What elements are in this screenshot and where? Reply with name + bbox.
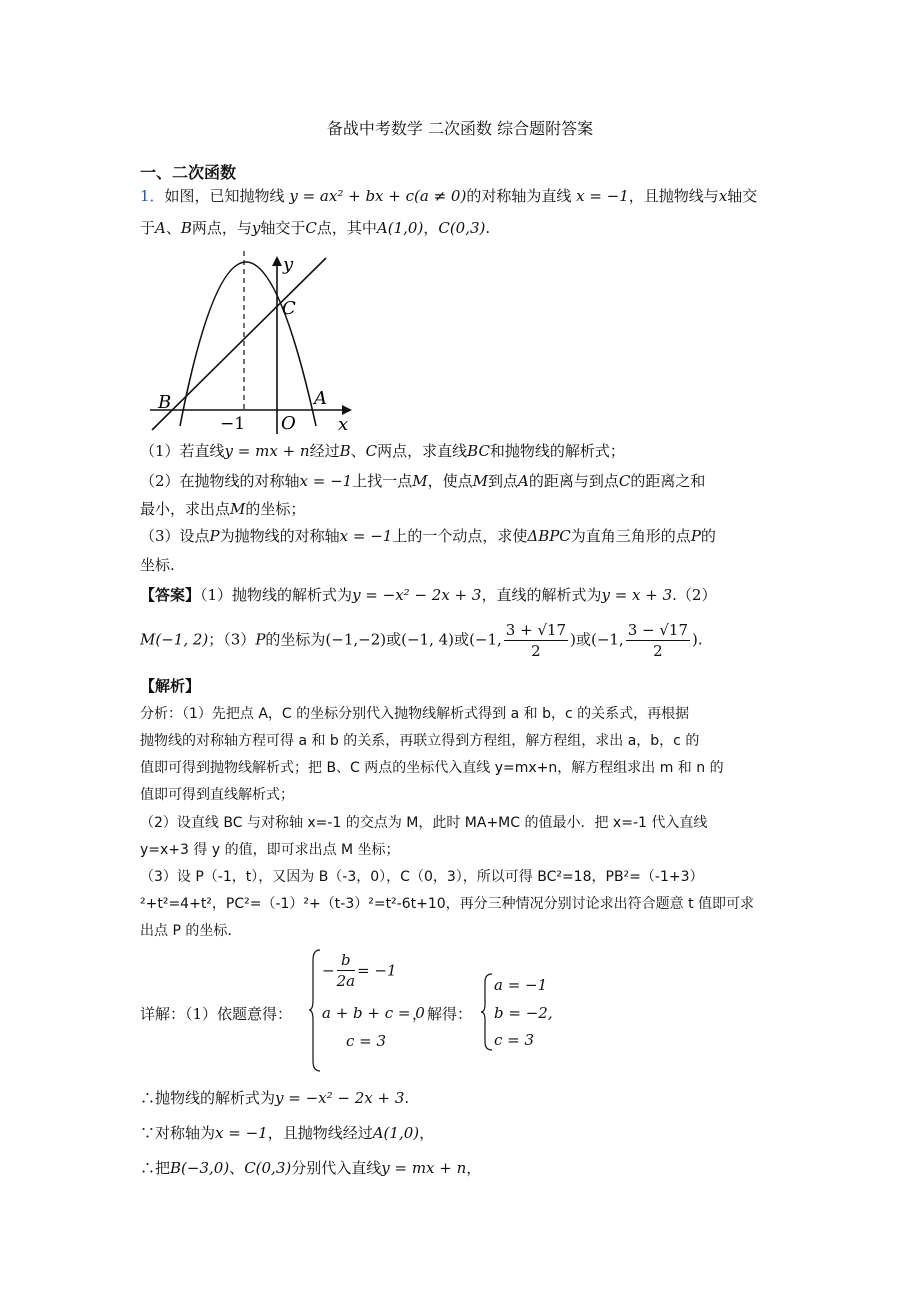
question-1: （1）若直线y = mx + n经过B、C两点，求直线BC和抛物线的解析式； — [140, 442, 625, 460]
solution-brace-left — [480, 972, 494, 1052]
answer-label: 【答案】 — [140, 586, 201, 604]
point-c-label: C — [282, 298, 296, 319]
detail-label: 详解：（1）依题意得： — [140, 1005, 293, 1023]
analysis-label: 【解析】 — [140, 677, 201, 695]
tick-neg1-label: −1 — [220, 414, 246, 434]
axis-equation: x = −1 — [576, 187, 629, 205]
page-title: 备战中考数学 二次函数 综合题附答案 — [326, 119, 594, 138]
solve-label: ，解得： — [412, 1005, 473, 1023]
x-axis-label: x — [338, 414, 349, 435]
y-axis-label: y — [283, 254, 294, 275]
point-A-coord: A(1,0) — [376, 219, 424, 237]
problem-number: 1． — [140, 187, 165, 205]
problem-line-2: 于A、B两点，与y轴交于C点，其中A(1,0)，C(0,3). — [140, 219, 491, 237]
analysis-line: （2）设直线 BC 与对称轴 x=-1 的交点为 M，此时 MA+MC 的值最小．把 x=-1 代入直线 — [140, 815, 708, 831]
therefore-line-2: ∴把B(−3,0)、C(0,3)分别代入直线y = mx + n， — [140, 1159, 482, 1177]
section-heading: 一、二次函数 — [140, 163, 237, 182]
therefore-line-1: ∴抛物线的解析式为y = −x² − 2x + 3. — [140, 1089, 410, 1107]
analysis-line: 出点 P 的坐标． — [140, 923, 242, 939]
analysis-line: （3）设 P（-1，t），又因为 B（-3，0），C（0，3），所以可得 BC²=18，PB²=（-1+3） — [140, 869, 704, 885]
origin-label: O — [281, 413, 296, 434]
solution-a: a = −1 — [494, 976, 548, 994]
fraction-b-over-2a: $\frac{b}{2a}$ — [336, 951, 356, 990]
y-axis-arrow — [272, 256, 282, 266]
parabola-figure — [140, 248, 360, 438]
analysis-line: 分析：（1）先把点 A，C 的坐标分别代入抛物线解析式得到 a 和 b，c 的关系式，再根据 — [140, 706, 690, 722]
parabola-curve — [180, 262, 316, 426]
question-3-line-1: （3）设点P为抛物线的对称轴x = −1上的一个动点，求使ΔBPC为直角三角形的点P的 — [140, 527, 716, 545]
system-eq-2: a + b + c = 0 — [322, 1004, 425, 1022]
system-eq-3: c = 3 — [346, 1032, 387, 1050]
answer-line-2: M(−1, 2)；（3）P的坐标为(−1,−2)或(−1, 4)或(−1, $\frac{3 + √17}{2}$ )或(−1, $\frac{3 - √17}{2}$ ). — [140, 621, 703, 660]
parabola-equation: y = ax² + bx + c(a ≠ 0) — [289, 187, 467, 205]
answer-line-1: 【答案】（1）抛物线的解析式为y = −x² − 2x + 3，直线的解析式为y = x + 3.（2） — [140, 586, 717, 604]
solution-b: b = −2, — [494, 1004, 553, 1022]
question-2-line-1: （2）在抛物线的对称轴x = −1上找一点M，使点M到点A的距离与到点C的距离之和 — [140, 472, 706, 490]
point-b-label: B — [158, 392, 172, 413]
problem-line-1: 1．如图，已知抛物线 y = ax² + bx + c(a ≠ 0)的对称轴为直线 x = −1，且抛物线与x轴交 — [140, 187, 758, 205]
analysis-line: 值即可得到直线解析式； — [140, 787, 294, 803]
analysis-line: 值即可得到抛物线解析式；把 B、C 两点的坐标代入直线 y=mx+n，解方程组求出 m 和 n 的 — [140, 760, 724, 776]
analysis-line: 抛物线的对称轴方程可得 a 和 b 的关系，再联立得到方程组，解方程组，求出 a，b，c 的 — [140, 733, 700, 749]
system-eq-1: − $\frac{b}{2a}$ = −1 — [322, 951, 397, 990]
fraction-plus: $\frac{3 + √17}{2}$ — [505, 621, 567, 660]
line-bc — [152, 258, 326, 430]
point-C-coord: C(0,3) — [438, 219, 486, 237]
fraction-minus: $\frac{3 - √17}{2}$ — [627, 621, 688, 660]
analysis-line: ²+t²=4+t²，PC²=（-1）²+（t-3）²=t²-6t+10，再分三种情况分别讨论求出符合题意 t 值即可求 — [140, 896, 755, 912]
because-line: ∵对称轴为x = −1，且抛物线经过A(1,0)， — [140, 1124, 435, 1142]
point-a-label: A — [314, 388, 327, 409]
question-3-line-2: 坐标. — [140, 556, 175, 574]
system-brace-left — [308, 948, 322, 1073]
solution-c: c = 3 — [494, 1031, 535, 1049]
question-2-line-2: 最小，求出点M的坐标； — [140, 500, 306, 518]
analysis-line: y=x+3 得 y 的值，即可求出点 M 坐标； — [140, 842, 400, 858]
